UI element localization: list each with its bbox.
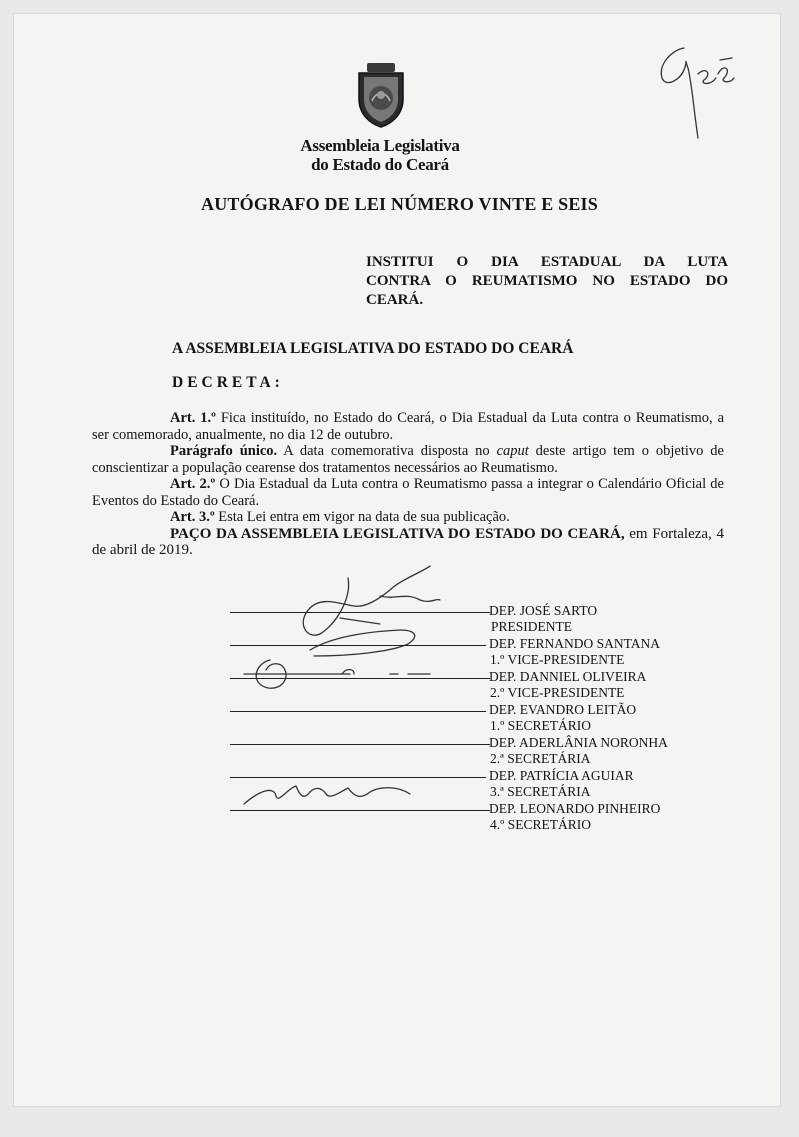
article-2-text: O Dia Estadual da Luta contra o Reumatismo passa a integrar o Calendário Oficial de Eventos do Estado do Ceará.: [92, 476, 724, 509]
signatory-role: 1.º SECRETÁRIO: [490, 718, 591, 733]
signatory-name: DEP. ADERLÂNIA NORONHA: [489, 735, 668, 750]
paragrafo-text-b: deste artigo tem o objetivo de conscientizar a população cearense dos tratamentos necessários ao Reumatismo.: [92, 443, 724, 476]
signature-line: [230, 810, 490, 811]
signature-line: [230, 678, 490, 679]
signatory-role: PRESIDENTE: [491, 619, 572, 634]
signature-line: [230, 744, 490, 745]
article-1-label: Art. 1.º: [170, 410, 216, 426]
signatory-name: DEP. FERNANDO SANTANA: [489, 636, 661, 651]
signatory-role: 2.º VICE-PRESIDENTE: [490, 685, 625, 700]
decreta-heading: DECRETA:: [172, 374, 284, 391]
signature-line: [230, 777, 486, 778]
signatory-role: 3.ª SECRETÁRIA: [490, 784, 591, 799]
paragrafo-unico-label: Parágrafo único.: [170, 443, 278, 459]
paragrafo-text-a: A data comemorativa disposta no: [277, 443, 497, 459]
article-1-text: Fica instituído, no Estado do Ceará, o Dia Estadual da Luta contra o Reumatismo, a ser comemorado, anualmente, no dia 12 de outubro.: [92, 410, 724, 443]
article-3: [92, 509, 724, 526]
document-title: AUTÓGRAFO DE LEI NÚMERO VINTE E SEIS: [201, 194, 598, 214]
article-3-text: Esta Lei entra em vigor na data de sua publicação.: [214, 509, 510, 525]
handwritten-corner-note: [654, 38, 764, 148]
paragrafo-caput: caput: [496, 443, 529, 459]
article-2-label: Art. 2.º: [170, 476, 216, 492]
signatory-name: DEP. PATRÍCIA AGUIAR: [489, 768, 634, 783]
signatory-role: 1.º VICE-PRESIDENTE: [490, 652, 625, 667]
paco-closing: [92, 526, 724, 559]
institution-name-line1: Assembleia Legislativa: [300, 136, 460, 155]
signature-line: [230, 645, 486, 646]
paragrafo-unico: [92, 443, 724, 476]
signatory-role: 2.ª SECRETÁRIA: [490, 751, 591, 766]
article-1: [92, 410, 724, 443]
signatory-name: DEP. EVANDRO LEITÃO: [489, 702, 637, 717]
signatory-name: DEP. LEONARDO PINHEIRO: [489, 801, 661, 816]
article-2: [92, 476, 724, 509]
signature-line: [230, 612, 490, 613]
signatory-name: DEP. JOSÉ SARTO: [489, 603, 598, 618]
signatory-name: DEP. DANNIEL OLIVEIRA: [489, 669, 647, 684]
institution-name-line2: do Estado do Ceará: [311, 155, 449, 174]
handwritten-signatures: [230, 560, 510, 820]
ementa: INSTITUI O DIA ESTADUAL DA LUTA CONTRA O REUMATISMO NO ESTADO DO CEARÁ.: [366, 254, 728, 308]
signatory-role: 4.º SECRETÁRIO: [490, 817, 591, 832]
paco-text: em Fortaleza, 4 de abril de 2019.: [92, 525, 724, 558]
article-3-label: Art. 3.º: [170, 509, 215, 525]
signature-line: [230, 711, 486, 712]
law-body: [92, 410, 724, 559]
assembly-heading: A ASSEMBLEIA LEGISLATIVA DO ESTADO DO CEARÁ: [172, 340, 574, 357]
ceara-coat-of-arms-icon: [355, 61, 407, 129]
paco-label: PAÇO DA ASSEMBLEIA LEGISLATIVA DO ESTADO DO CEARÁ,: [170, 525, 625, 542]
